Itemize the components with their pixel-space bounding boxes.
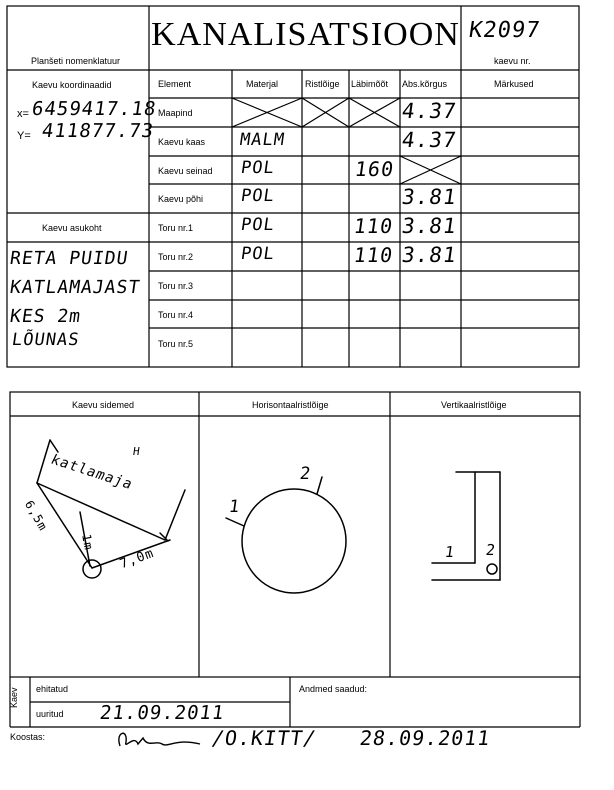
row-abs: 3.81 — [400, 185, 459, 209]
row-abs: 3.81 — [400, 214, 459, 238]
row-element: Toru nr.2 — [158, 252, 194, 262]
row-element: Toru nr.5 — [158, 339, 194, 349]
coord-y-value: 411877.73 — [40, 120, 156, 142]
row-labimoot: 110 — [352, 243, 395, 267]
row-materjal: POL — [239, 158, 277, 178]
nomenklatuur-label: Planšeti nomenklatuur — [31, 56, 121, 66]
pipe-2-label: 2 — [298, 464, 313, 484]
col-header-ristloige: Ristlõige — [305, 79, 340, 89]
row-element: Toru nr.4 — [158, 310, 194, 320]
row-abs: 4.37 — [400, 99, 459, 123]
row-labimoot: 160 — [353, 157, 396, 181]
distance-1m: 1m — [79, 533, 96, 552]
coord-x-value: 6459417.18 — [30, 98, 158, 120]
katlamaja-h-mark: H — [132, 445, 142, 458]
row-element: Toru nr.3 — [158, 281, 194, 291]
pipe-1-label: 1 — [227, 497, 242, 517]
col-header-labimoot: Läbimõõt — [351, 79, 389, 89]
distance-6-5m: 6,5m — [21, 498, 51, 534]
andmed-label: Andmed saadud: — [299, 684, 368, 694]
kaev-label: Kaev — [9, 687, 19, 708]
row-materjal: POL — [239, 186, 277, 206]
location-line-4: LÕUNAS — [10, 330, 81, 350]
kaevu-nr-value: K2097 — [467, 18, 542, 43]
page-title: KANALISATSIOON — [151, 16, 460, 53]
sidemed-label: Kaevu sidemed — [72, 400, 135, 410]
koostas-label: Koostas: — [10, 732, 46, 742]
row-abs: 4.37 — [400, 128, 459, 152]
coord-y-prefix: Y= — [17, 130, 31, 142]
location-line-3: KES 2m — [8, 306, 83, 327]
row-element: Toru nr.1 — [158, 223, 194, 233]
koostas-date: 28.09.2011 — [358, 726, 493, 750]
location-label: Kaevu asukoht — [42, 223, 102, 233]
kaevu-nr-label: kaevu nr. — [494, 56, 531, 66]
v-pipe-2-label: 2 — [484, 541, 498, 559]
katlamaja-label: katlamaja — [47, 452, 136, 493]
ehitatud-label: ehitatud — [36, 684, 69, 694]
location-line-1: RETA PUIDU — [8, 248, 130, 269]
col-header-element: Element — [158, 79, 192, 89]
uuritud-label: uuritud — [36, 709, 64, 719]
row-materjal: MALM — [238, 130, 287, 150]
row-element: Maapind — [158, 108, 193, 118]
col-header-markused: Märkused — [494, 79, 534, 89]
row-element: Kaevu põhi — [158, 194, 204, 204]
koostas-name: /O.KITT/ — [210, 726, 319, 750]
row-element: Kaevu seinad — [158, 166, 213, 176]
horisontaal-label: Horisontaalristlõige — [252, 400, 329, 410]
coords-label: Kaevu koordinaadid — [32, 80, 112, 90]
row-materjal: POL — [239, 215, 277, 235]
row-abs: 3.81 — [400, 243, 459, 267]
uuritud-value: 21.09.2011 — [98, 702, 226, 724]
row-element: Kaevu kaas — [158, 137, 206, 147]
distance-7m: 7,0m — [118, 545, 157, 573]
col-header-abs: Abs.kõrgus — [402, 79, 448, 89]
coord-x-prefix: x= — [17, 108, 29, 120]
col-header-materjal: Materjal — [246, 79, 279, 89]
row-labimoot: 110 — [352, 214, 395, 238]
row-materjal: POL — [239, 244, 277, 264]
v-pipe-1-label: 1 — [443, 543, 457, 561]
vertikaal-label: Vertikaalristlõige — [441, 400, 507, 410]
location-line-2: KATLAMAJAST — [8, 277, 142, 298]
